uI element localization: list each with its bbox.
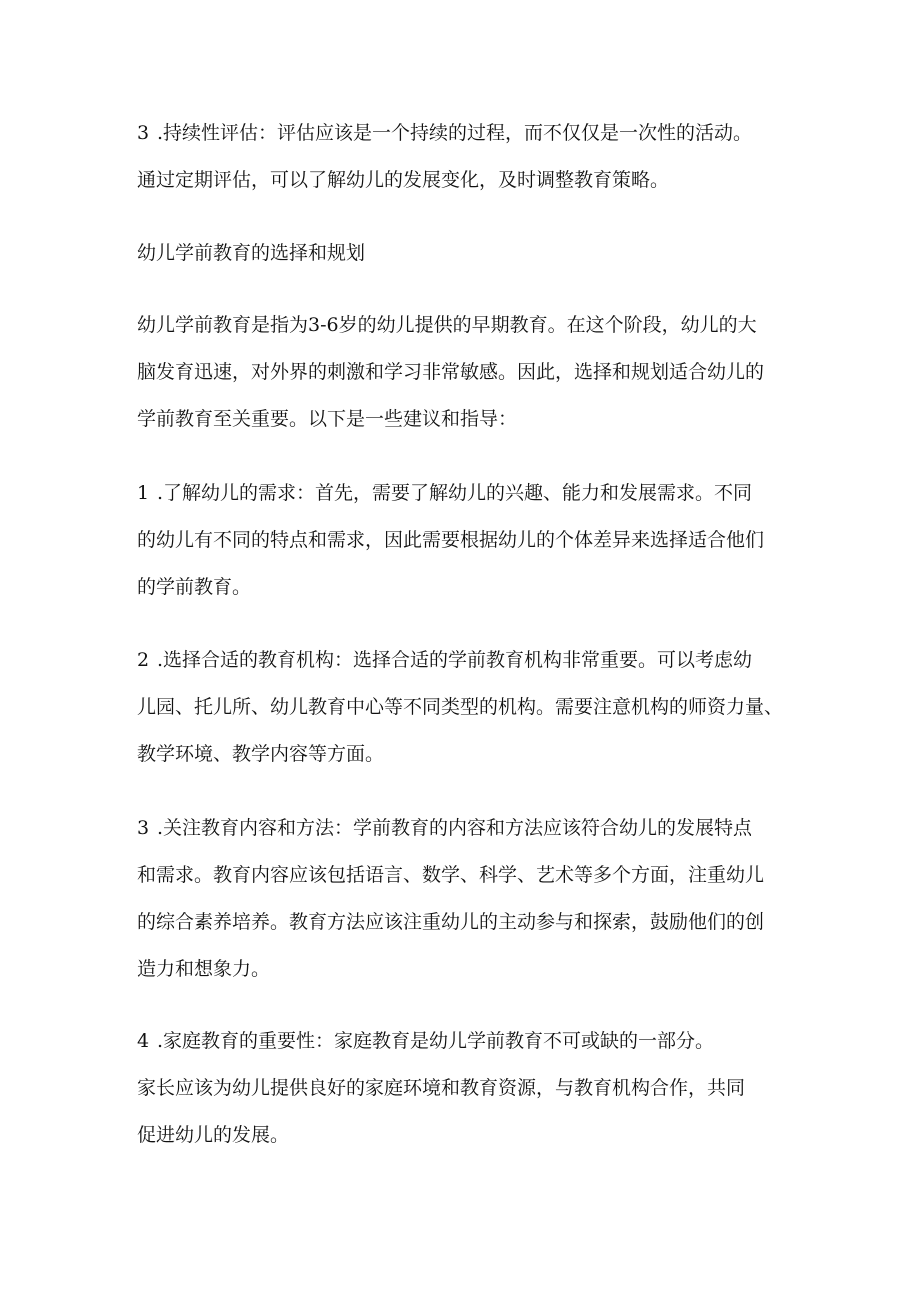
item-number: 3	[137, 817, 150, 839]
list-item-1	[137, 470, 787, 611]
text-line: 学前教育至关重要。以下是一些建议和指导：	[137, 408, 518, 430]
text-line: 的综合素养培养。教育方法应该注重幼儿的主动参与和探索，鼓励他们的创	[137, 911, 765, 933]
text-line: 的幼儿有不同的特点和需求，因此需要根据幼儿的个体差异来选择适合他们	[137, 529, 765, 551]
text-line: 脑发育迅速，对外界的刺激和学习非常敏感。因此，选择和规划适合幼儿的	[137, 361, 765, 383]
item-text: .家庭教育的重要性：家庭教育是幼儿学前教育不可或缺的一部分。	[157, 1030, 715, 1052]
list-item-2	[137, 637, 787, 778]
list-item-3	[137, 805, 787, 993]
item-number: 4	[137, 1030, 150, 1052]
text-line: 造力和想象力。	[137, 958, 271, 980]
item-text: .选择合适的教育机构：选择合适的学前教育机构非常重要。可以考虑幼	[157, 649, 753, 671]
text-line	[137, 110, 787, 157]
item-number: 3	[137, 122, 150, 144]
text-line: 儿园、托儿所、幼儿教育中心等不同类型的机构。需要注意机构的师资力量、	[137, 696, 784, 718]
text-line	[137, 1018, 787, 1065]
paragraph-intro	[137, 302, 787, 443]
paragraph-continuous-assessment	[137, 110, 787, 204]
text-line: 通过定期评估，可以了解幼儿的发展变化，及时调整教育策略。	[137, 169, 670, 191]
item-text: .关注教育内容和方法：学前教育的内容和方法应该符合幼儿的发展特点	[157, 817, 753, 839]
item-text: .持续性评估：评估应该是一个持续的过程，而不仅仅是一次性的活动。	[157, 122, 753, 144]
text-line: 幼儿学前教育是指为3-6岁的幼儿提供的早期教育。在这个阶段，幼儿的大	[137, 314, 757, 336]
text-line: 的学前教育。	[137, 576, 252, 598]
text-line: 家长应该为幼儿提供良好的家庭环境和教育资源，与教育机构合作，共同	[137, 1077, 746, 1099]
text-line: 促进幼儿的发展。	[137, 1124, 290, 1146]
text-line	[137, 805, 787, 852]
text-line: 教学环境、教学内容等方面。	[137, 743, 385, 765]
text-line	[137, 637, 787, 684]
item-number: 2	[137, 649, 150, 671]
text-line: 和需求。教育内容应该包括语言、数学、科学、艺术等多个方面，注重幼儿	[137, 864, 765, 886]
item-text: .了解幼儿的需求：首先，需要了解幼儿的兴趣、能力和发展需求。不同	[157, 482, 753, 504]
text-line	[137, 470, 787, 517]
section-heading: 幼儿学前教育的选择和规划	[137, 242, 366, 264]
item-number: 1	[137, 482, 150, 504]
list-item-4	[137, 1018, 787, 1159]
